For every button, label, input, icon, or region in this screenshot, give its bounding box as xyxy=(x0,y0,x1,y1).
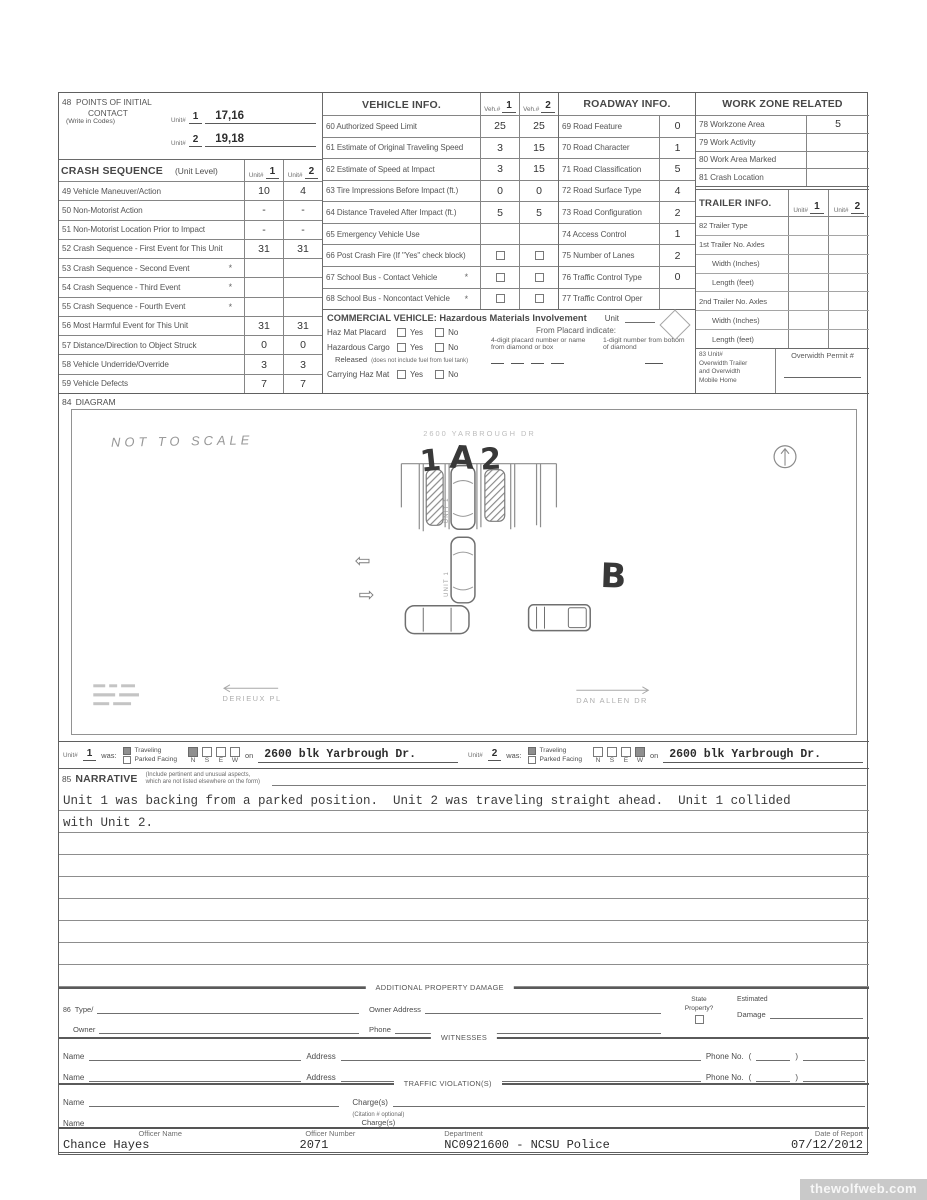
narrative-header-line xyxy=(272,773,866,786)
unit1-value: 31 xyxy=(244,240,283,258)
violation-charges-field xyxy=(393,1097,865,1107)
unit1-label: UNIT 1 xyxy=(444,570,451,597)
table-row: 57 Distance/Direction to Object Struck 0 0 xyxy=(59,335,322,354)
violation-row: Name Charge(s) xyxy=(63,1086,865,1107)
unit2-value xyxy=(828,274,869,292)
officer-name-value: Chance Hayes xyxy=(63,1138,150,1152)
compass-checkboxes: N S E W xyxy=(593,747,645,764)
table-row: 69 Road Feature 0 xyxy=(559,115,695,137)
permit-blank-field xyxy=(784,370,861,378)
unit1-value: 10 xyxy=(244,182,283,200)
narrative-line xyxy=(59,877,869,899)
roadway-info-title: ROADWAY INFO. xyxy=(583,98,671,110)
witness-areacode-field xyxy=(756,1051,790,1061)
checkbox xyxy=(496,273,505,282)
table-row: 50 Non-Motorist Action - - xyxy=(59,200,322,219)
parked-facing-checkbox xyxy=(123,756,131,764)
checkbox xyxy=(435,343,444,352)
veh1-value: 5 xyxy=(480,202,519,223)
veh2-value: 25 xyxy=(519,116,558,137)
unit1-value xyxy=(244,259,283,277)
type-blank-field xyxy=(97,1004,359,1014)
poic-unit1-codes: 17,16 xyxy=(205,110,316,124)
witness-row: Name Address Phone No. ( ) xyxy=(63,1040,865,1061)
officer-section xyxy=(59,1127,869,1153)
witnesses-section xyxy=(59,1033,869,1083)
placard-blank-fields xyxy=(491,358,689,364)
witness-row: Name Address Phone No. ( ) xyxy=(63,1061,865,1082)
workzone-value: 5 xyxy=(806,116,869,133)
unit2-value: 31 xyxy=(283,240,322,258)
diagram-area xyxy=(71,409,857,735)
unit2-value: - xyxy=(283,201,322,219)
unit-number: 1 xyxy=(189,112,203,124)
road-value: 1 xyxy=(659,138,695,159)
street-label-top: 2600 YARBROUGH DR xyxy=(423,428,536,438)
unit2-value xyxy=(283,278,322,296)
traveling-checkbox-checked xyxy=(528,747,536,755)
veh2-value xyxy=(519,224,558,245)
checkbox xyxy=(496,251,505,260)
unit1-value xyxy=(788,255,828,273)
street-label-right: DAN ALLEN DR xyxy=(576,696,648,706)
illegible-note xyxy=(93,684,139,705)
table-row: 76 Traffic Control Type 0 xyxy=(559,266,695,288)
overwidth-permit: Overwidth Permit # xyxy=(776,349,869,393)
table-row: 67 School Bus - Contact Vehicle * xyxy=(323,266,558,288)
veh1-column-header: Veh.# 1 xyxy=(480,93,519,115)
road-value: 5 xyxy=(659,159,695,180)
witness-name-field xyxy=(89,1072,301,1082)
work-zone-title: WORK ZONE RELATED xyxy=(722,98,843,110)
witness-phone-field xyxy=(803,1072,865,1082)
south-checkbox xyxy=(202,747,212,757)
officer-name-block: Officer Name Chance Hayes xyxy=(59,1129,262,1152)
traveling-checkbox-checked xyxy=(123,747,131,755)
table-row: 56 Most Harmful Event for This Unit 31 31 xyxy=(59,316,322,335)
unit1-value: 0 xyxy=(244,336,283,354)
veh2-checkbox-cell xyxy=(519,245,558,266)
table-row: 58 Vehicle Underride/Override 3 3 xyxy=(59,354,322,373)
table-row: 61 Estimate of Original Traveling Speed 3 15 xyxy=(323,137,558,159)
table-row: 54 Crash Sequence - Third Event * xyxy=(59,277,322,296)
street-left xyxy=(222,685,281,703)
table-row: 77 Traffic Control Oper xyxy=(559,288,695,310)
officer-number-block: Officer Number 2071 xyxy=(262,1129,400,1152)
unit2-location: 2600 blk Yarbrough Dr. xyxy=(663,748,863,763)
narrative-title: NARRATIVE xyxy=(75,773,138,785)
from-placard-label: From Placard indicate: xyxy=(535,326,617,335)
table-row: 64 Distance Traveled After Impact (ft.) 5 5 xyxy=(323,201,558,223)
unit2-column-header: Unit# 2 xyxy=(283,160,322,181)
unit1-column-header: Unit# 1 xyxy=(244,160,283,181)
owner-address-blank-field xyxy=(425,1004,661,1014)
table-row: Length (feet) xyxy=(696,329,869,348)
narrative-section: 85 NARRATIVE (Include pertinent and unusual aspects, which are not listed elsewhere on the form) Unit 1 was backing from a parked position. Unit 2 was traveling straight ahead. Unit 1 collided with Unit 2. xyxy=(59,769,869,987)
violation-row: Name (Citation # optional) Charge(s) xyxy=(63,1107,865,1128)
unit1-column-header: Unit# 1 xyxy=(788,190,828,216)
poic-unit2-row: Unit# 2 19,18 xyxy=(171,133,316,147)
checkbox xyxy=(535,273,544,282)
unit2-column-header: Unit# 2 xyxy=(828,190,869,216)
trailer-info-title: TRAILER INFO. xyxy=(699,197,772,209)
unit2-value xyxy=(283,298,322,316)
checkbox xyxy=(435,370,444,379)
table-row: 78 Workzone Area 5 xyxy=(696,115,869,133)
unit1-value: 7 xyxy=(244,375,283,393)
carrying-hazmat-row: Carrying Haz Mat Yes No xyxy=(327,370,459,379)
veh1-checkbox-cell xyxy=(480,267,519,288)
handwritten-1: 1 xyxy=(418,442,443,480)
field-number: 48 xyxy=(62,97,72,107)
table-row: Length (feet) xyxy=(696,273,869,292)
table-row: 74 Access Control 1 xyxy=(559,223,695,245)
vehicle-info-title: VEHICLE INFO. xyxy=(361,99,442,111)
narrative-line xyxy=(59,921,869,943)
unit2-value: 31 xyxy=(283,317,322,335)
narrative-note: (Include pertinent and unusual aspects, which are not listed elsewhere on the form) xyxy=(145,771,260,785)
property-damage-section: ADDITIONAL PROPERTY DAMAGE 86 Type/ Owner Owner Address Phone State Property? Estimated Damage xyxy=(59,987,869,1037)
east-checkbox xyxy=(216,747,226,757)
officer-number-value: 2071 xyxy=(299,1138,329,1152)
table-row: 1st Trailer No. Axles xyxy=(696,235,869,254)
commercial-vehicle-box: COMMERCIAL VEHICLE: Hazardous Materials Involvement Unit Haz Mat Placard Yes No Hazardous Cargo Yes No Released (does not include fuel from fuel tank) Carrying Haz Mat Yes No From Placard indicate: 4-digit placard number or name from diamond or box 1-digit number from bottom of diamond xyxy=(323,309,696,393)
unit1-value xyxy=(788,274,828,292)
unit1-value: - xyxy=(244,201,283,219)
unit1-label: UNIT 1 xyxy=(444,497,451,524)
estimated-damage: Estimated Damage xyxy=(737,994,863,1035)
checkbox xyxy=(397,328,406,337)
unit2-value: 3 xyxy=(283,355,322,373)
veh1-value: 3 xyxy=(480,159,519,180)
hazmat-placard-row: Haz Mat Placard Yes No xyxy=(327,328,459,337)
checkbox xyxy=(397,370,406,379)
veh2-column-header: Veh.# 2 xyxy=(519,93,558,115)
unit1-value xyxy=(788,311,828,329)
table-row: 66 Post Crash Fire (If "Yes" check block) xyxy=(323,244,558,266)
table-row: 72 Road Surface Type 4 xyxy=(559,180,695,202)
unit-blank-field xyxy=(625,314,655,323)
table-row: 63 Tire Impressions Before Impact (ft.) 0 0 xyxy=(323,180,558,202)
crash-report-form xyxy=(58,92,868,1155)
crash-sequence-title: CRASH SEQUENCE xyxy=(61,164,163,177)
table-row: Width (Inches) xyxy=(696,310,869,329)
table-row: 55 Crash Sequence - Fourth Event * xyxy=(59,297,322,316)
workzone-value xyxy=(806,169,869,186)
west-checkbox-checked xyxy=(635,747,645,757)
watermark: thewolfweb.com xyxy=(800,1179,927,1200)
road-value: 0 xyxy=(659,267,695,288)
work-zone-table xyxy=(696,93,869,187)
east-checkbox xyxy=(621,747,631,757)
traffic-violations-section xyxy=(59,1079,869,1128)
unit1-value: 3 xyxy=(244,355,283,373)
table-row: 82 Trailer Type xyxy=(696,216,869,235)
veh1-value: 25 xyxy=(480,116,519,137)
veh2-value: 15 xyxy=(519,159,558,180)
narrative-line xyxy=(59,833,869,855)
unit2-direction: Unit# 2 was: Traveling Parked Facing N S E W on 2600 blk Yarbrough Dr. xyxy=(464,742,869,768)
overwidth-label: 83 Unit# Overwidth Trailer and Overwidth Mobile Home xyxy=(696,349,776,393)
table-row: 68 School Bus - Noncontact Vehicle * xyxy=(323,288,558,310)
table-row: 52 Crash Sequence - First Event for This Unit 31 31 xyxy=(59,239,322,258)
west-checkbox xyxy=(230,747,240,757)
unit1-vehicle-final xyxy=(405,606,469,634)
road-value: 1 xyxy=(659,224,695,245)
table-row: 71 Road Classification 5 xyxy=(559,158,695,180)
points-of-initial-contact-box xyxy=(59,93,323,159)
witness-address-field xyxy=(341,1051,701,1061)
table-row: 2nd Trailer No. Axles xyxy=(696,291,869,310)
table-row: 65 Emergency Vehicle Use xyxy=(323,223,558,245)
report-date-value: 07/12/2012 xyxy=(790,1138,863,1152)
veh2-checkbox-cell xyxy=(519,289,558,310)
unit2-value: 7 xyxy=(283,375,322,393)
road-value: 2 xyxy=(659,202,695,223)
road-value xyxy=(659,289,695,310)
road-value: 4 xyxy=(659,181,695,202)
checkbox xyxy=(535,251,544,260)
not-to-scale-label: NOT TO SCALE xyxy=(110,432,254,450)
unit1-value: - xyxy=(244,221,283,239)
unit1-location: 2600 blk Yarbrough Dr. xyxy=(258,748,458,763)
north-checkbox xyxy=(593,747,603,757)
unit1-vehicle-backing xyxy=(444,537,475,603)
witnesses-header: WITNESSES xyxy=(431,1033,497,1042)
street-label-left: DERIEUX PL xyxy=(222,694,282,704)
department-block: Department NC0921600 - NCSU Police xyxy=(399,1129,739,1152)
unit2-value xyxy=(283,259,322,277)
witness-name-field xyxy=(89,1051,301,1061)
road-value: 2 xyxy=(659,245,695,266)
veh1-value xyxy=(480,224,519,245)
unit1-direction: Unit# 1 was: Traveling Parked Facing N S E W on 2600 blk Yarbrough Dr. xyxy=(59,742,464,768)
veh1-checkbox-cell xyxy=(480,289,519,310)
unit2-value xyxy=(828,255,869,273)
unit1-value xyxy=(244,278,283,296)
table-row: Width (Inches) xyxy=(696,254,869,273)
north-checkbox-checked xyxy=(188,747,198,757)
unit2-value xyxy=(828,292,869,310)
table-row: 79 Work Activity xyxy=(696,133,869,151)
table-row: 80 Work Area Marked xyxy=(696,151,869,169)
unit1-value xyxy=(244,298,283,316)
veh2-value: 15 xyxy=(519,138,558,159)
table-row: 70 Road Character 1 xyxy=(559,137,695,159)
unit1-value xyxy=(788,217,828,235)
veh1-value: 3 xyxy=(480,138,519,159)
unit-direction-strip xyxy=(59,741,869,769)
handwritten-b: B xyxy=(599,555,627,596)
department-value: NC0921600 - NCSU Police xyxy=(444,1138,610,1152)
witness-phone-field xyxy=(803,1051,865,1061)
table-row: 62 Estimate of Speed at Impact 3 15 xyxy=(323,158,558,180)
checkbox xyxy=(397,343,406,352)
unit2-value xyxy=(828,330,869,348)
table-row: 51 Non-Motorist Location Prior to Impact - - xyxy=(59,220,322,239)
crash-sequence-table: CRASH SEQUENCE (Unit Level) Unit# 1 Unit# 2 49 Vehicle Maneuver/Action 10 4 50 Non-Motorist Action - - 51 Non-Motorist Location Prior to Impact - - 52 Crash Sequence - First Event for This Unit 31 31 53 Crash Sequence - Second Event * 54 Crash Sequence - Third Event * 55 Crash Sequence - Fourth Event * 56 Most Harmful Event for This Unit 31 31 57 Distance/Direction to Object Struck 0 0 58 Vehicle Underride/Override 3 3 59 Vehicle Defects 7 7 xyxy=(59,159,323,393)
table-row: 75 Number of Lanes 2 xyxy=(559,244,695,266)
narrative-line xyxy=(59,899,869,921)
unit2-value: 0 xyxy=(283,336,322,354)
state-property: State Property? xyxy=(671,994,727,1035)
unit1-value xyxy=(788,292,828,310)
checkbox xyxy=(496,294,505,303)
narrative-line xyxy=(59,855,869,877)
trailer-info-table xyxy=(696,189,869,348)
roadway-info-table xyxy=(559,93,696,309)
poic-unit2-codes: 19,18 xyxy=(205,133,316,147)
checkbox xyxy=(435,328,444,337)
poic-title: 48 POINTS OF INITIAL CONTACT (Write in Codes) xyxy=(62,97,152,125)
unit-number: 2 xyxy=(189,135,203,147)
narrative-line: with Unit 2. xyxy=(59,811,869,833)
veh2-value: 0 xyxy=(519,181,558,202)
table-row: 60 Authorized Speed Limit 25 25 xyxy=(323,115,558,137)
damage-blank-field xyxy=(770,1009,863,1019)
parked-facing-checkbox xyxy=(528,756,536,764)
owner-blank-field xyxy=(99,1024,359,1034)
checkbox xyxy=(535,294,544,303)
unit2-value xyxy=(828,236,869,254)
veh1-checkbox-cell xyxy=(480,245,519,266)
veh2-value: 5 xyxy=(519,202,558,223)
road-value: 0 xyxy=(659,116,695,137)
violation-name-field xyxy=(89,1097,339,1107)
narrative-line xyxy=(59,943,869,965)
south-checkbox xyxy=(607,747,617,757)
unit1-value xyxy=(788,330,828,348)
state-property-checkbox xyxy=(695,1015,704,1024)
hazmat-cargo-row: Hazardous Cargo Yes No Released (does not include fuel from fuel tank) xyxy=(327,343,469,364)
unit2-value: 4 xyxy=(283,182,322,200)
vehicle-info-table xyxy=(323,93,559,309)
north-arrow-icon xyxy=(774,446,796,468)
table-row: 73 Road Configuration 2 xyxy=(559,201,695,223)
commercial-title: COMMERCIAL VEHICLE: Hazardous Materials Involvement xyxy=(327,313,587,323)
table-row: 53 Crash Sequence - Second Event * xyxy=(59,258,322,277)
poic-unit1-row: Unit# 1 17,16 xyxy=(171,110,316,124)
table-row: 81 Crash Location xyxy=(696,168,869,186)
unit2-value: - xyxy=(283,221,322,239)
unit1-value xyxy=(788,236,828,254)
handwritten-2: 2 xyxy=(479,441,503,478)
veh1-value: 0 xyxy=(480,181,519,202)
parked-car-hatched-right xyxy=(485,470,505,522)
crash-diagram xyxy=(72,410,856,734)
witness-areacode-field xyxy=(756,1072,790,1082)
traffic-violations-header: TRAFFIC VIOLATION(S) xyxy=(394,1079,502,1088)
narrative-line: Unit 1 was backing from a parked position. Unit 2 was traveling straight ahead. Unit 1 collided xyxy=(59,789,869,811)
report-date-block: Date of Report 07/12/2012 xyxy=(739,1129,869,1152)
left-arrow-icon: ⇦ xyxy=(354,551,371,573)
unit1-value: 31 xyxy=(244,317,283,335)
workzone-value xyxy=(806,134,869,151)
diagram-header: 84 DIAGRAM xyxy=(59,393,869,409)
handwritten-a: A xyxy=(448,438,476,477)
unit2-value xyxy=(828,311,869,329)
property-damage-header: ADDITIONAL PROPERTY DAMAGE xyxy=(365,983,513,992)
table-row: 59 Vehicle Defects 7 7 xyxy=(59,374,322,393)
street-right xyxy=(576,687,648,705)
right-arrow-icon: ⇨ xyxy=(358,584,375,606)
compass-checkboxes: N S E W xyxy=(188,747,240,764)
overwidth-box xyxy=(696,348,869,393)
workzone-value xyxy=(806,152,869,169)
veh2-checkbox-cell xyxy=(519,267,558,288)
unit2-vehicle xyxy=(529,605,591,631)
unit2-value xyxy=(828,217,869,235)
table-row: 49 Vehicle Maneuver/Action 10 4 xyxy=(59,181,322,200)
